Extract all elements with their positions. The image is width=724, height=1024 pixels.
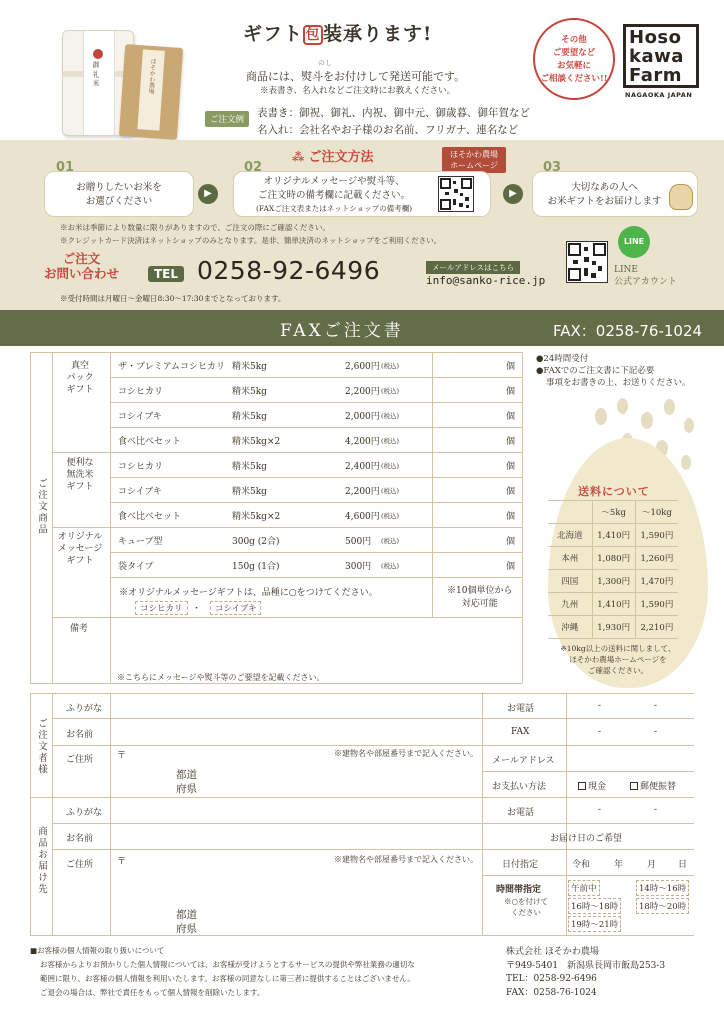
product-tax: (税込) [381, 412, 400, 420]
orderer-side-label: ご注文者様 [36, 718, 47, 776]
product-spec: 精米5kg [232, 412, 267, 422]
table-rule [30, 935, 694, 936]
shipping-table [548, 500, 678, 639]
orderer-fax-dash: - [654, 727, 658, 737]
orderer-input-area[interactable] [110, 693, 482, 799]
note-credit-card: ※クレジットカード決済はネットショップのみとなります。是非、簡単決済のネットショップをご利用ください。 [60, 236, 442, 245]
quantity-unit: 個 [506, 412, 516, 422]
variety-koshihikari[interactable]: コシヒカリ [135, 601, 188, 615]
orderer-name-label: お名前 [66, 730, 94, 740]
quantity-input[interactable] [433, 503, 521, 526]
table-rule [30, 693, 31, 935]
product-spec: 精米5kg×2 [232, 437, 281, 447]
rice-sack-icon [669, 184, 693, 210]
fax-number: FAX：0258-76-1024 [553, 322, 703, 340]
example-omotegaki: 表書き：御祝、御礼、内祝、御中元、御歳暮、御年賀など [257, 107, 530, 119]
table-rule [482, 875, 694, 876]
orderer-phone-label: お電話 [507, 704, 535, 714]
orderer-phone-dash: - [654, 701, 658, 711]
arrow-right-icon: ▶ [198, 184, 218, 204]
quantity-unit: 個 [506, 562, 516, 572]
homepage-tag[interactable]: ほそかわ農場 ホームページ [442, 147, 506, 173]
table-rule [482, 771, 694, 772]
shipping-col-10kg: ～10kg [635, 501, 678, 524]
rice-bag-image: 御 礼 米 [62, 30, 134, 136]
delivery-side-label: 商品お届け先 [36, 826, 47, 895]
gift-note: ※表書き、名入れなどご注文時にお教えください。 [260, 86, 456, 96]
shipping-col-5kg: ～5kg [592, 501, 635, 524]
line-official-account[interactable]: LINE 公式アカウント [614, 265, 677, 287]
shipping-row: 北海道 1,410円 1,590円 [548, 524, 678, 547]
payment-cash-option[interactable]: 現金 [578, 779, 606, 792]
product-tax: (税込) [381, 462, 400, 470]
fax-order-title: FAXご注文書 [280, 321, 404, 341]
orderer-address-label: ご住所 [66, 755, 94, 765]
product-name: コシイブキ [118, 412, 162, 422]
product-spec: 精米5kg×2 [232, 512, 281, 522]
quantity-unit: 個 [506, 487, 516, 497]
orderer-furigana-label: ふりがな [66, 704, 103, 714]
shipping-row: 沖縄 1,930円 2,210円 [548, 616, 678, 639]
orderer-phone-dash: - [598, 701, 602, 711]
category-musenmai: 便利な 無洗米 ギフト [66, 458, 94, 492]
orderer-address-note: ※建物名や部屋番号まで記入ください。 [334, 749, 478, 758]
quantity-input[interactable] [433, 528, 521, 551]
step-3-number: 03 [543, 160, 562, 175]
note-seasonal: ※お米は季節により数量に限りがありますので、ご注文の際にご確認ください。 [60, 223, 330, 232]
product-price: 300円 [345, 562, 372, 572]
arrow-right-icon: ▶ [503, 184, 523, 204]
product-spec: 300g (2合) [232, 537, 280, 547]
product-price: 2,400円 [345, 462, 380, 472]
category-vacuum-pack: 真空 パック ギフト [66, 361, 94, 395]
tel-tag: TEL [148, 266, 184, 282]
product-price: 2,200円 [345, 487, 380, 497]
delivery-address-note: ※建物名や部屋番号まで記入ください。 [334, 855, 478, 864]
company-address: 〒949-5401 新潟県長岡市飯島253-3 [506, 960, 666, 971]
table-rule [52, 693, 53, 935]
privacy-text-1: お客様からよりお預かりした個人情報については、お客様が受けようとするサービスの提供や弊社業務の適切な [40, 960, 415, 969]
product-tax: (税込) [381, 562, 400, 570]
product-name: キューブ型 [118, 537, 163, 547]
product-name: コシイブキ [118, 487, 162, 497]
example-naire: 名入れ：会社名やお子様のお名前、フリガナ、連名など [257, 124, 519, 136]
table-rule [52, 617, 110, 618]
product-name: ザ・プレミアムコシヒカリ [118, 362, 226, 372]
table-rule [482, 693, 483, 935]
table-rule [52, 527, 110, 528]
noshi-ruby: のし [318, 59, 332, 67]
contact-label: ご注文 お問い合わせ [44, 251, 120, 281]
step-1-text: お贈りしたいお米を お選びください [76, 182, 162, 207]
quantity-input[interactable] [433, 378, 521, 401]
rice-grain-decoration [595, 408, 607, 425]
rice-grain-decoration [664, 399, 675, 415]
orderer-payment-label: お支払い方法 [492, 782, 547, 792]
product-price: 2,600円 [345, 362, 380, 372]
shipping-row: 四国 1,300円 1,470円 [548, 570, 678, 593]
variety-koshiibuki[interactable]: コシイブキ [210, 601, 261, 615]
info-24h: ●24時間受付 [536, 354, 589, 364]
product-price: 4,200円 [345, 437, 380, 447]
product-tax: (税込) [381, 362, 400, 370]
date-input[interactable] [566, 849, 694, 873]
orderer-fax-label: FAX [511, 727, 530, 737]
time-spec-note: ※○を付けて ください [503, 897, 549, 917]
product-spec: 精米5kg [232, 487, 267, 497]
quantity-unit: 個 [506, 387, 516, 397]
date-year: 年 [614, 860, 624, 870]
step-1-number: 01 [56, 160, 75, 175]
delivery-postal[interactable]: 〒 [117, 857, 127, 867]
product-spec: 精米5kg [232, 462, 267, 472]
shipping-row: 九州 1,410円 1,590円 [548, 593, 678, 616]
phone-number[interactable]: 0258-92-6496 [197, 256, 381, 285]
time-spec-label: 時間帯指定 [496, 885, 542, 895]
time-slot-morning[interactable]: 午前中 [568, 880, 600, 896]
time-slot-18-20[interactable]: 18時～20時 [636, 898, 689, 914]
step-2-number: 02 [244, 160, 263, 175]
variety-separator: ・ [192, 604, 202, 614]
shipping-title: 送料について [578, 485, 650, 498]
quantity-unit: 個 [506, 437, 516, 447]
unit-note: ※10個単位から 対応可能 [447, 586, 513, 609]
table-rule [52, 352, 53, 683]
quantity-input[interactable] [433, 353, 521, 376]
example-tag: ご注文例 [205, 111, 249, 127]
remarks-label: 備考 [70, 624, 89, 634]
privacy-text-2: 範囲に限り、お客様の個人情報を利用いたします。お客様の同意なしに第三者に提供することはございません。 [40, 974, 415, 983]
privacy-title: ■お客様の個人情報の取り扱いについて [30, 946, 165, 955]
hosokawa-farm-logo: Hoso kawa Farm [623, 24, 699, 88]
product-tax: (税込) [381, 437, 400, 445]
info-fax-1: ●FAXでのご注文書に下記必要 [536, 366, 655, 376]
table-rule [482, 718, 694, 719]
quantity-unit: 個 [506, 362, 516, 372]
rice-grain-decoration [681, 455, 691, 470]
orderer-email-label: メールアドレス [492, 756, 555, 766]
date-day: 日 [678, 860, 688, 870]
order-method-title: ⁂ ご注文方法 [292, 150, 374, 165]
shipping-note: ※10kg以上の送料に関しまして、 ほそかわ農場ホームページを ご確認ください。 [560, 644, 676, 675]
quantity-unit: 個 [506, 462, 516, 472]
product-name: コシヒカリ [118, 462, 164, 472]
email-address[interactable]: info@sanko-rice.jp [426, 274, 546, 287]
logo-subtitle: NAGAOKA JAPAN [625, 91, 693, 99]
order-products-side-label: ご注文商品 [36, 478, 47, 536]
quantity-input[interactable] [433, 478, 521, 501]
delivery-phone-label: お電話 [507, 808, 535, 818]
quantity-input[interactable] [433, 453, 521, 476]
delivery-input-area[interactable] [110, 797, 482, 935]
info-fax-2: 事項をお書きの上、お送りください。 [546, 378, 691, 388]
company-info [506, 946, 665, 1000]
table-rule [566, 693, 567, 935]
product-price: 2,200円 [345, 387, 380, 397]
checkbox-icon [630, 782, 638, 790]
message-gift-note: ※オリジナルメッセージギフトは、品種に○をつけてください。 [119, 588, 378, 598]
rice-grain-decoration [641, 412, 653, 429]
product-tax: (税込) [381, 387, 400, 395]
delivery-name-label: お名前 [66, 834, 94, 844]
gift-box-image: ほそかわ農場 [119, 44, 183, 140]
mail-tag: メールアドレスはこちら [426, 261, 520, 274]
date-month: 月 [647, 860, 657, 870]
step-3-text: 大切なあの人へ お米ギフトをお届けします [547, 182, 662, 207]
homepage-qr-code[interactable] [438, 176, 474, 212]
table-rule [110, 577, 522, 578]
product-spec: 150g (1合) [232, 562, 280, 572]
table-rule [482, 823, 694, 824]
product-tax: (税込) [381, 537, 400, 545]
table-rule [522, 352, 523, 683]
date-reiwa: 令和 [572, 860, 591, 870]
quantity-input[interactable] [433, 428, 521, 451]
table-rule [30, 683, 522, 684]
quantity-input[interactable] [433, 553, 521, 576]
business-hours: ※受付時間は月曜日～金曜日8:30～17:30までとなっております。 [60, 294, 286, 303]
delivery-prefecture: 都道 府県 [176, 909, 197, 935]
line-qr-code[interactable] [566, 241, 608, 283]
product-name: 食べ比べセット [118, 512, 182, 522]
gift-description: 商品には、熨斗をお付けして発送可能です。 [246, 70, 466, 83]
product-price: 2,000円 [345, 412, 380, 422]
product-name: 袋タイプ [118, 562, 154, 572]
product-tax: (税込) [381, 512, 400, 520]
time-slot-16-18[interactable]: 16時～18時 [568, 898, 621, 914]
privacy-text-3: ご退会の場合は、弊社で責任をもって個人情報を削除いたします。 [40, 988, 265, 997]
remarks-note: ※こちらにメッセージや熨斗等のご要望を記載ください。 [117, 673, 325, 682]
shipping-row: 本州 1,080円 1,260円 [548, 547, 678, 570]
date-spec-label: 日付指定 [502, 860, 539, 870]
company-name: 株式会社 ほそかわ農場 [506, 947, 599, 957]
product-price: 500円 [345, 537, 372, 547]
delivery-furigana-label: ふりがな [66, 808, 103, 818]
quantity-unit: 個 [506, 537, 516, 547]
product-spec: 精米5kg [232, 387, 267, 397]
payment-postal-transfer-option[interactable]: 郵便振替 [630, 779, 676, 792]
table-rule [52, 452, 110, 453]
product-spec: 精米5kg [232, 362, 267, 372]
quantity-input[interactable] [433, 403, 521, 426]
delivery-phone-dash: - [598, 805, 602, 815]
desired-date-label: お届け日のご希望 [550, 834, 623, 844]
delivery-phone-dash: - [654, 805, 658, 815]
time-slot-19-21[interactable]: 19時～21時 [568, 916, 621, 932]
delivery-address-label: ご住所 [66, 860, 94, 870]
orderer-prefecture: 都道 府県 [176, 769, 197, 795]
quantity-unit: 個 [506, 512, 516, 522]
line-icon[interactable]: LINE [618, 226, 650, 258]
orderer-fax-dash: - [598, 727, 602, 737]
gift-title: ギフト 包 装承ります! [243, 23, 433, 45]
product-name: コシヒカリ [118, 387, 164, 397]
company-tel: TEL：0258-92-6496 [506, 974, 597, 984]
company-fax: FAX：0258-76-1024 [506, 987, 597, 998]
time-slot-14-16[interactable]: 14時～16時 [636, 880, 689, 896]
table-rule [30, 352, 31, 683]
product-price: 4,600円 [345, 512, 380, 522]
table-rule [482, 745, 694, 746]
category-message-gift: オリジナル メッセージ ギフト [57, 532, 103, 566]
product-name: 食べ比べセット [118, 437, 182, 447]
gift-wrap-icon: 包 [303, 25, 323, 45]
rice-grain-decoration [684, 418, 694, 433]
consult-bubble: その他 ご要望など お気軽に ご相談ください!! [533, 18, 615, 100]
product-tax: (税込) [381, 487, 400, 495]
step-2-text: オリジナルメッセージや熨斗等、 ご注文時の備考欄に記載ください。 (FAXご注文表またはネットショップの備考欄) [255, 176, 412, 213]
checkbox-icon [578, 782, 586, 790]
orderer-postal[interactable]: 〒 [117, 751, 127, 761]
rice-grain-decoration [617, 398, 628, 414]
